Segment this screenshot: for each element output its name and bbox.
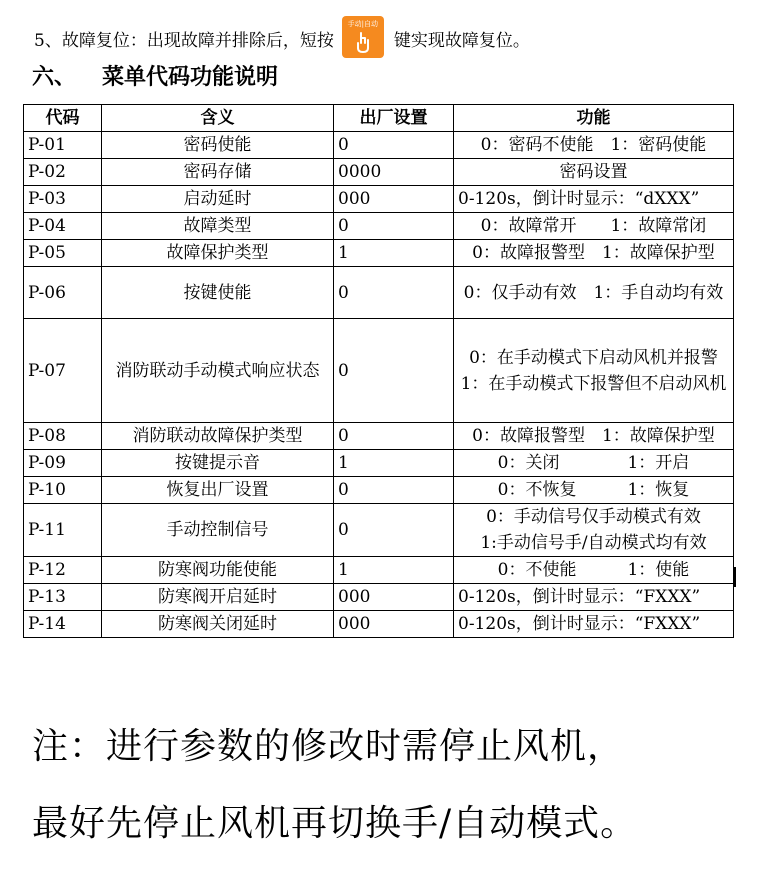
cell-function: 0：关闭 1：开启 [454, 450, 734, 477]
cell-function: 0：故障常开 1：故障常闭 [454, 213, 734, 240]
table-row [24, 132, 734, 159]
header-default: 出厂设置 [334, 105, 454, 132]
table-row [24, 186, 734, 213]
cell-default: 0 [334, 477, 454, 504]
cell-meaning: 手动控制信号 [102, 504, 334, 557]
cell-code: P-03 [24, 186, 102, 213]
menu-code-table [23, 104, 734, 638]
step-5-suffix: 键实现故障复位。 [393, 31, 530, 51]
cell-meaning: 按键使能 [102, 267, 334, 319]
cell-function: 0：仅手动有效 1：手自动均有效 [454, 267, 734, 319]
cell-meaning: 故障类型 [102, 213, 334, 240]
cell-default: 0 [334, 319, 454, 423]
section-heading [32, 60, 278, 91]
step-5-prefix: 5、故障复位：出现故障并排除后，短按 [34, 31, 334, 51]
cell-function: 0-120s，倒计时显示：“FXXX” [454, 611, 734, 638]
cell-code: P-05 [24, 240, 102, 267]
section-title: 菜单代码功能说明 [102, 65, 279, 90]
cell-function: 0：手动信号仅手动模式有效 1:手动信号手/自动模式均有效 [454, 504, 734, 557]
table-row [24, 213, 734, 240]
cell-function: 0：不使能 1：使能 [454, 557, 734, 584]
section-number: 六、 [32, 65, 77, 90]
cell-meaning: 防寒阀功能使能 [102, 557, 334, 584]
cell-default: 000 [334, 611, 454, 638]
cell-function: 0：不恢复 1：恢复 [454, 477, 734, 504]
cell-code: P-12 [24, 557, 102, 584]
cell-default: 1 [334, 557, 454, 584]
cell-default: 000 [334, 186, 454, 213]
cell-function: 0：故障报警型 1：故障保护型 [454, 423, 734, 450]
manual-auto-button-image [342, 16, 384, 58]
table-row [24, 584, 734, 611]
cell-function: 0-120s，倒计时显示：“FXXX” [454, 584, 734, 611]
cell-meaning: 防寒阀关闭延时 [102, 611, 334, 638]
cell-meaning: 密码存储 [102, 159, 334, 186]
table-row [24, 557, 734, 584]
cell-function: 0：密码不使能 1：密码使能 [454, 132, 734, 159]
step-5-instruction [34, 20, 530, 62]
cell-function: 0：在手动模式下启动风机并报警 1：在手动模式下报警但不启动风机 [454, 319, 734, 423]
cell-meaning: 按键提示音 [102, 450, 334, 477]
cell-code: P-02 [24, 159, 102, 186]
cell-code: P-04 [24, 213, 102, 240]
cell-code: P-01 [24, 132, 102, 159]
cell-default: 0 [334, 213, 454, 240]
table-row [24, 267, 734, 319]
cell-meaning: 故障保护类型 [102, 240, 334, 267]
manual-auto-button-label: 手动|自动 [347, 20, 378, 28]
table-header-row [24, 105, 734, 132]
header-code: 代码 [24, 105, 102, 132]
table-row [24, 611, 734, 638]
cell-default: 0000 [334, 159, 454, 186]
cell-code: P-08 [24, 423, 102, 450]
cell-code: P-11 [24, 504, 102, 557]
table-row [24, 450, 734, 477]
cell-code: P-09 [24, 450, 102, 477]
cell-meaning: 防寒阀开启延时 [102, 584, 334, 611]
table-row [24, 319, 734, 423]
cell-function: 密码设置 [454, 159, 734, 186]
cell-meaning: 消防联动手动模式响应状态 [102, 319, 334, 423]
cell-default: 0 [334, 132, 454, 159]
cell-code: P-06 [24, 267, 102, 319]
text-cursor [734, 567, 736, 587]
note-line-1: 注：进行参数的修改时需停止风机， [32, 726, 625, 767]
cell-code: P-10 [24, 477, 102, 504]
cell-meaning: 恢复出厂设置 [102, 477, 334, 504]
cell-code: P-07 [24, 319, 102, 423]
hand-pointer-icon [352, 30, 374, 54]
cell-default: 000 [334, 584, 454, 611]
table-row [24, 423, 734, 450]
cell-default: 1 [334, 240, 454, 267]
cell-code: P-13 [24, 584, 102, 611]
cell-default: 0 [334, 423, 454, 450]
cell-meaning: 消防联动故障保护类型 [102, 423, 334, 450]
cell-function: 0：故障报警型 1：故障保护型 [454, 240, 734, 267]
table-row [24, 240, 734, 267]
table-body [24, 132, 734, 638]
header-function: 功能 [454, 105, 734, 132]
cell-meaning: 密码使能 [102, 132, 334, 159]
table-row [24, 504, 734, 557]
table-row [24, 477, 734, 504]
note-line-2: 最好先停止风机再切换手/自动模式。 [32, 803, 638, 844]
table-row [24, 159, 734, 186]
cell-function: 0-120s，倒计时显示：“dXXX” [454, 186, 734, 213]
cell-meaning: 启动延时 [102, 186, 334, 213]
cell-default: 0 [334, 267, 454, 319]
cell-default: 0 [334, 504, 454, 557]
header-meaning: 含义 [102, 105, 334, 132]
cell-default: 1 [334, 450, 454, 477]
cell-code: P-14 [24, 611, 102, 638]
